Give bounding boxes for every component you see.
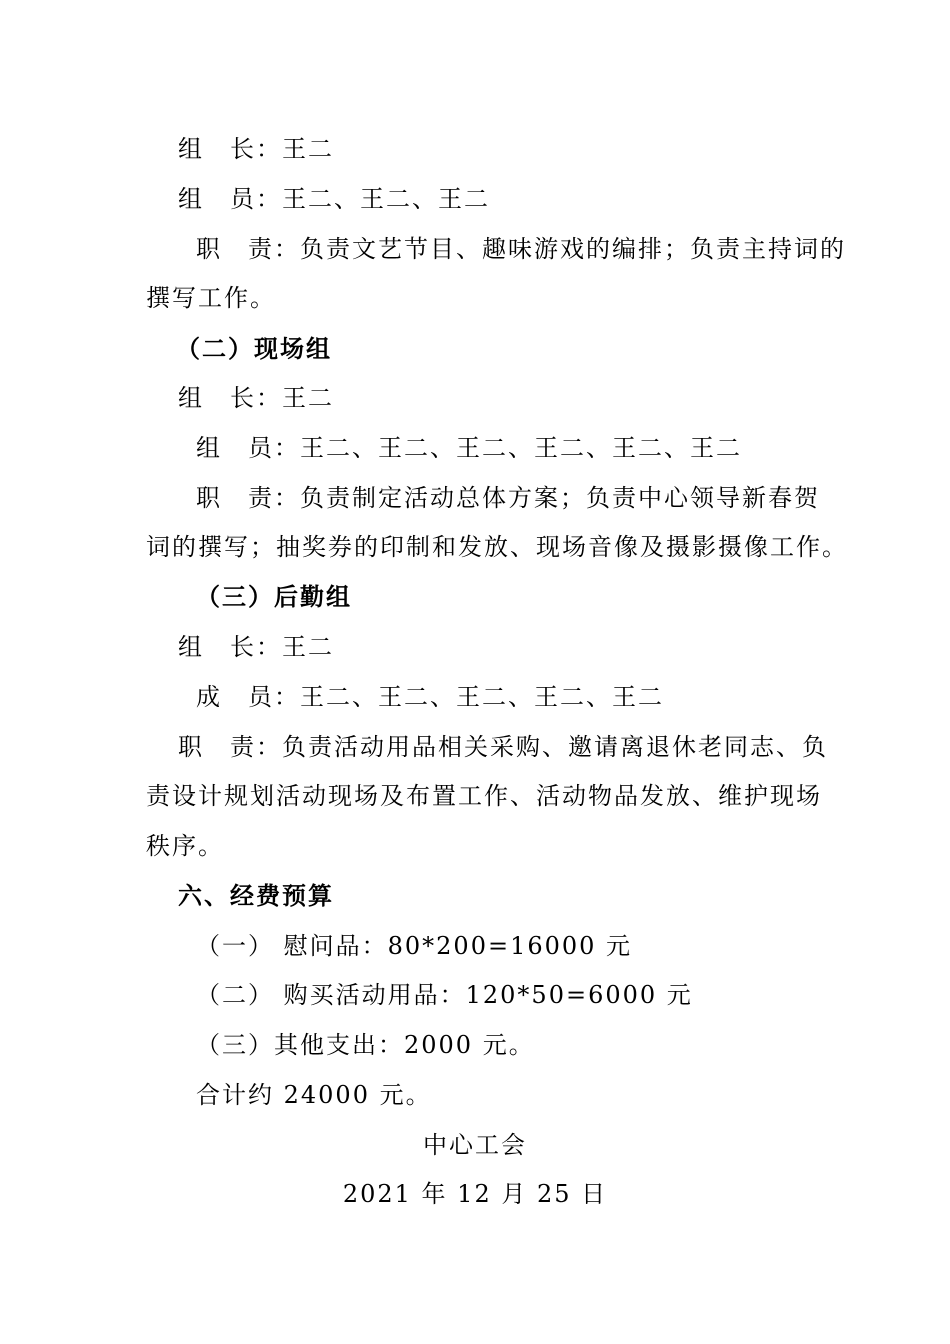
group3-duty-line1: 职 责：负责活动用品相关采购、邀请离退休老同志、负 <box>178 733 828 761</box>
budget-item-1: （一） 慰问品：80*200=16000 元 <box>196 932 633 960</box>
budget-item-2: （二） 购买活动用品：120*50=6000 元 <box>196 981 693 1009</box>
group1-leader: 组 长：王二 <box>178 135 334 163</box>
group2-duty-line1: 职 责：负责制定活动总体方案；负责中心领导新春贺 <box>196 484 820 512</box>
group2-leader: 组 长：王二 <box>178 384 334 412</box>
signature-date: 2021 年 12 月 25 日 <box>342 1180 608 1208</box>
group3-duty-line2: 责设计规划活动现场及布置工作、活动物品发放、维护现场 <box>146 782 822 810</box>
group1-members: 组 员：王二、王二、王二 <box>178 185 490 213</box>
group2-members: 组 员：王二、王二、王二、王二、王二、王二 <box>196 434 742 462</box>
group2-heading: （二）现场组 <box>176 334 332 363</box>
group3-members: 成 员：王二、王二、王二、王二、王二 <box>196 683 664 711</box>
budget-item-3: （三）其他支出：2000 元。 <box>196 1031 535 1059</box>
budget-total: 合计约 24000 元。 <box>196 1081 432 1109</box>
group1-duty-line1: 职 责：负责文艺节目、趣味游戏的编排；负责主持词的 <box>196 235 846 263</box>
group3-leader: 组 长：王二 <box>178 633 334 661</box>
budget-heading: 六、经费预算 <box>178 881 334 910</box>
group1-duty-line2: 撰写工作。 <box>146 284 276 312</box>
group3-heading: （三）后勤组 <box>196 582 352 611</box>
group3-duty-line3: 秩序。 <box>146 832 224 860</box>
signature-org: 中心工会 <box>423 1131 527 1159</box>
group2-duty-line2: 词的撰写；抽奖券的印制和发放、现场音像及摄影摄像工作。 <box>146 533 848 561</box>
